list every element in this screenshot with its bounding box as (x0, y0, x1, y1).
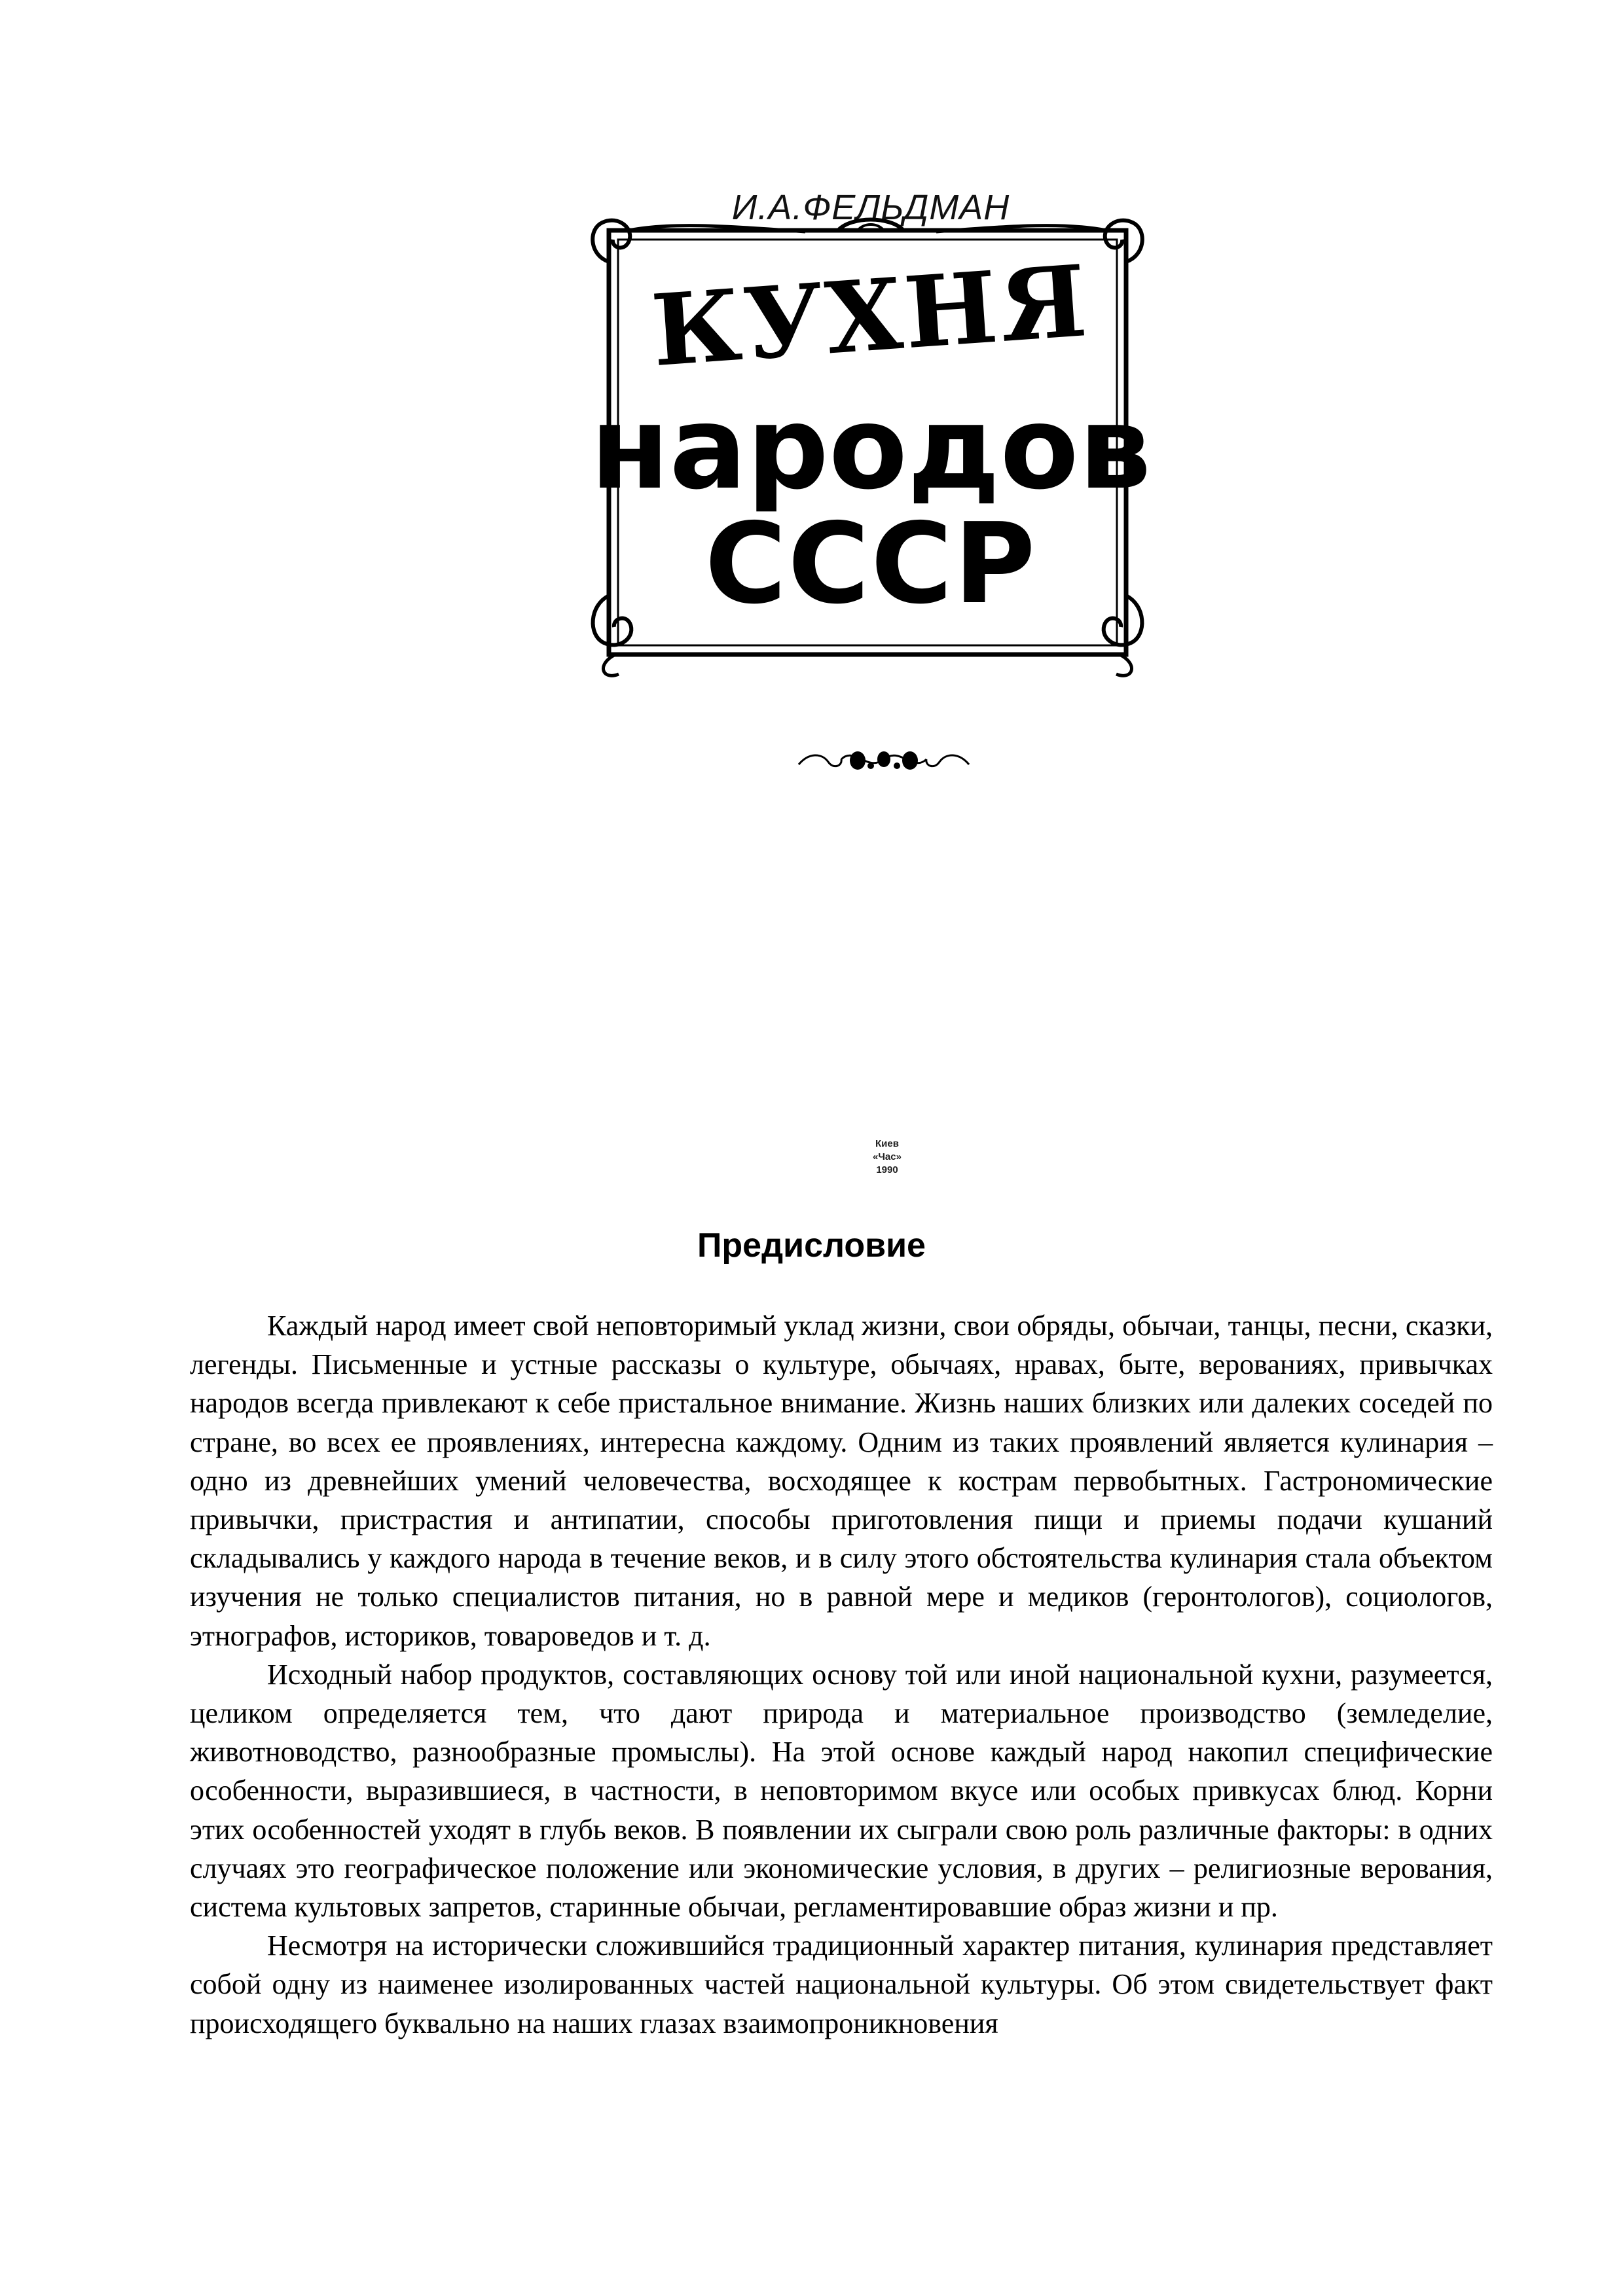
preface-heading: Предисловие (697, 1227, 926, 1265)
cover-illustration (589, 177, 1152, 694)
preface-paragraph: Несмотря на исторически сложившийся традиционный характер питания, кулинария представляет собой одну из наименее изолированных частей национальной культуры. Об этом свидетельствует факт происходящего буквально на наших глазах взаимопроникновения (190, 1929, 1493, 2039)
preface-paragraph: Исходный набор продуктов, составляющих основу той или иной национальной кухни, разумеется, целиком определяется тем, что дают природа и материальное производство (земледелие, животноводство, разнообразные промыслы). На этой основе каждый народ накопил специфические особенности, выразившиеся, в частности, в неповторимом вкусе или особых привкусах блюд. Корни этих особенностей уходят в глубь веков. В появлении их сыграли свою роль различные факторы: в одних случаях это географическое положение или экономические условия, в других – религиозные верования, система культовых запретов, старинные обычаи, регламентировавшие образ жизни и пр. (190, 1658, 1493, 1924)
preface-body (190, 1306, 1493, 2043)
cover-title-line1: КУХНЯ (647, 243, 1093, 389)
cover-title-line3: СССР (704, 499, 1037, 629)
vignette-ornament-icon (795, 740, 972, 779)
imprint-publisher: «Час» (873, 1151, 902, 1162)
imprint-year: 1990 (876, 1164, 898, 1175)
imprint-city: Киев (875, 1138, 899, 1149)
book-cover (589, 177, 1152, 694)
preface-paragraph: Каждый народ имеет свой неповторимый уклад жизни, свои обряды, обычаи, танцы, песни, сказки, легенды. Письменные и устные рассказы о культуре, обычаях, нравах, быте, верованиях, привычках народов всегда привлекают к себе пристальное внимание. Жизнь наших близких или далеких соседей по стране, во всех ее проявлениях, интересна каждому. Одним из таких проявлений является кулинария – одно из древнейших умений человечества, восходящее к кострам первобытных. Гастрономические привычки, пристрастия и антипатии, способы приготовления пищи и приемы подачи кушаний складывались у каждого народа в течение веков, и в силу этого обстоятельства кулинария стала объектом изучения не только специалистов питания, но в равной мере и медиков (геронтологов), социологов, этнографов, историков, товароведов и т. д. (190, 1310, 1493, 1652)
cover-author: И.А.ФЕЛЬДМАН (731, 188, 1010, 227)
cover-title-line2: народов (590, 382, 1152, 515)
publisher-imprint (851, 1138, 923, 1177)
